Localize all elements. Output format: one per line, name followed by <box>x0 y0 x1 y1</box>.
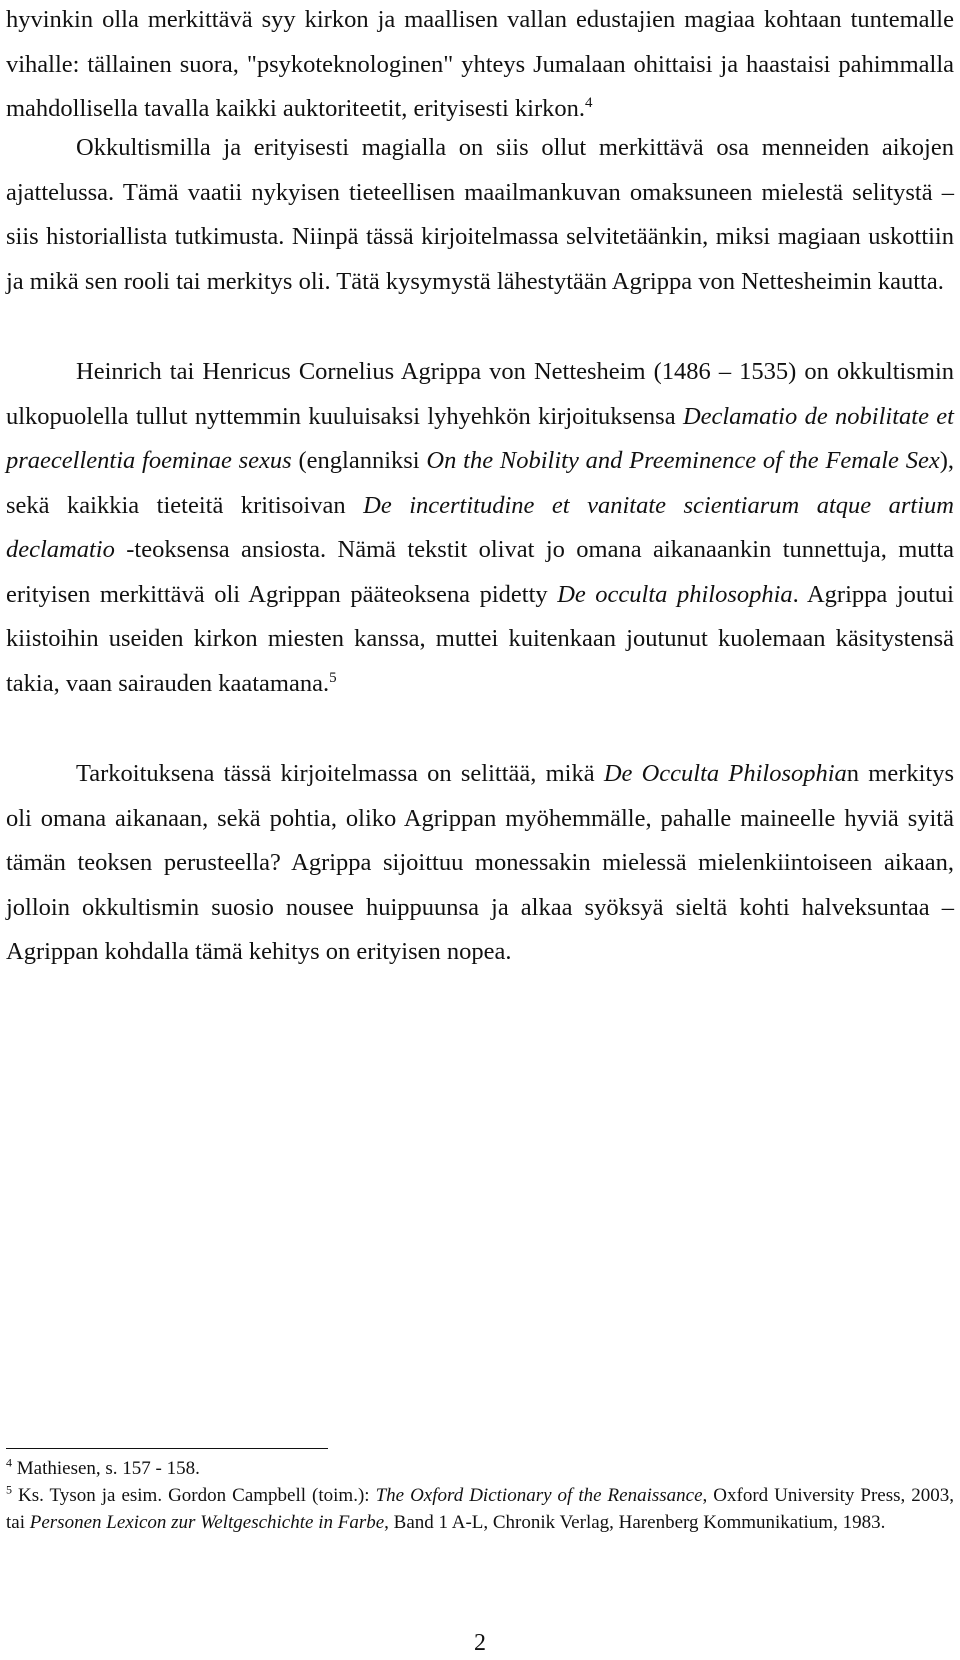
footnote-title-personen-lexicon: Personen Lexicon zur Weltgeschichte in Farbe <box>29 1512 385 1533</box>
title-de-incertitudine: De incertitudine et vanitate scientiarum atque artium declamatio <box>6 491 954 563</box>
paragraph-3 <box>6 350 954 706</box>
paragraph-4-text: n merkitys oli omana aikanaan, sekä pohtia, oliko Agrippan myöhemmälle, pahalle maineelle hyviä syitä tämän teoksen perusteella? Agrippa sijoittuu monessakin mielessä mielenkiintoiseen aikaan, jolloin okkultismin suosio nousee huippuunsa ja alkaa syöksyä sieltä kohti halveksuntaa – Agrippan kohdalla tämä kehitys on erityisen nopea. <box>6 760 955 965</box>
paragraph-1 <box>6 0 954 132</box>
paragraph-2 <box>6 126 954 304</box>
footnote-text: Mathiesen, s. 157 - 158. <box>16 1458 200 1479</box>
footnote-4 <box>6 1455 954 1482</box>
paragraph-3-text: . Agrippa joutui kiistoihin useiden kirkon miesten kanssa, muttei kuitenkaan joutunut kuolemaan käsitystensä takia, vaan sairauden kaatamana. <box>6 580 954 697</box>
paragraph-4-text: Tarkoituksena tässä kirjoitelmassa on selittää, mikä <box>76 760 604 787</box>
paragraph-3-text: -teoksensa ansiosta. Nämä tekstit olivat jo omana aikanaankin tunnettuja, mutta erityisen merkittävä oli Agrippan pääteoksena pidetty <box>6 536 954 608</box>
footnote-ref-4[interactable]: 4 <box>585 94 593 111</box>
paragraph-3-text: Heinrich tai Henricus Cornelius Agrippa von Nettesheim (1486 – 1535) on okkultismin ulkopuolella tullut nyttemmin kuuluisaksi lyhyehkön kirjoituksensa <box>6 358 954 430</box>
paragraph-2-text: Okkultismilla ja erityisesti magialla on siis ollut merkittävä osa menneiden aikojen ajattelussa. Tämä vaatii nykyisen tieteellisen maailmankuvan omaksuneen mielestä selitystä – siis historiallista tutkimusta. Niinpä tässä kirjoitelmassa selvitetäänkin, miksi magiaan uskottiin ja mikä sen rooli tai merkitys oli. Tätä kysymystä lähestytään Agrippa von Nettesheimin kautta. <box>6 134 954 295</box>
footnote-number: 5 <box>6 1482 12 1497</box>
footnote-ref-5[interactable]: 5 <box>329 669 337 686</box>
footnote-text: , Oxford University Press, 2003, tai <box>6 1485 955 1533</box>
paragraph-1-text: hyvinkin olla merkittävä syy kirkon ja maallisen vallan edustajien magiaa kohtaan tuntemalle vihalle: tällainen suora, "psykoteknologinen" yhteys Jumalaan ohittaisi ja haastaisi pahimmalla mahdollisella tavalla kaikki auktoriteetit, erityisesti kirkon. <box>6 6 954 122</box>
footnote-separator <box>6 1448 328 1449</box>
title-de-occulta-philosophia: De occulta philosophia <box>557 580 793 608</box>
footnote-title-oxford-dictionary: The Oxford Dictionary of the Renaissance <box>375 1485 703 1506</box>
paragraph-3-text: ), sekä kaikkia tieteitä kritisoivan <box>6 447 955 519</box>
title-declamatio-de-nobilitate: Declamatio de nobilitate et praecellentia foeminae sexus <box>6 402 954 474</box>
footnote-number: 4 <box>6 1455 12 1470</box>
paragraph-3-text: (englanniksi <box>291 447 427 474</box>
title-de-occulta-philosophia: De Occulta Philosophia <box>603 760 847 787</box>
footnote-5 <box>6 1482 954 1536</box>
paragraph-4 <box>6 752 954 975</box>
title-on-the-nobility: On the Nobility and Preeminence of the Female Sex <box>426 447 940 474</box>
footnote-text: Ks. Tyson ja esim. Gordon Campbell (toim.): <box>18 1485 376 1506</box>
page-number: 2 <box>474 1630 486 1656</box>
footnote-text: , Band 1 A-L, Chronik Verlag, Harenberg Kommunikatium, 1983. <box>384 1512 886 1533</box>
